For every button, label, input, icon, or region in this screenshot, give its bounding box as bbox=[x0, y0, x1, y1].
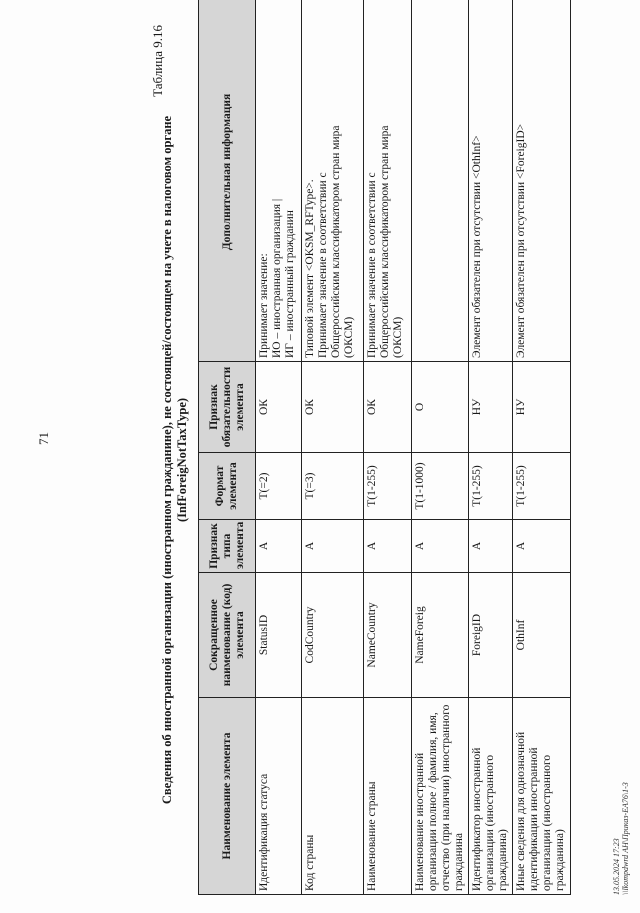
footer-timestamp: 13.05.2024 17:23 bbox=[612, 838, 621, 895]
header-cell: Признак типа элемента bbox=[199, 520, 256, 573]
info-line: Общероссийским классификатором стран мира bbox=[379, 125, 391, 358]
table-row bbox=[302, 0, 364, 895]
element-required-cell: НУ bbox=[469, 362, 513, 453]
print-footer bbox=[612, 782, 630, 895]
element-name-cell: Идентификатор иностранной организации (иностранного гражданина) bbox=[469, 698, 513, 895]
additional-info-cell bbox=[469, 0, 513, 362]
element-code-cell: NameCountry bbox=[364, 573, 412, 698]
element-type-cell: А bbox=[364, 520, 412, 573]
info-line: Принимает значение в соответствии с bbox=[317, 172, 329, 358]
info-line: Типовой элемент <OKSM_RFType>. bbox=[304, 179, 316, 358]
rotated-content bbox=[150, 25, 630, 895]
additional-info-cell bbox=[302, 0, 364, 362]
header-cell: Сокращенное наименование (код) элемента bbox=[199, 573, 256, 698]
element-code-cell: CodCountry bbox=[302, 573, 364, 698]
element-name-cell: Идентификация статуса bbox=[256, 698, 302, 895]
element-required-cell: ОК bbox=[364, 362, 412, 453]
element-type-cell: А bbox=[302, 520, 364, 573]
table-row bbox=[256, 0, 302, 895]
element-format-cell: T(1-255) bbox=[364, 453, 412, 520]
header-cell: Формат элемента bbox=[199, 453, 256, 520]
header-cell: Дополнительная информация bbox=[199, 0, 256, 362]
caption-line-1: Сведения об иностранной организации (иностранном гражданине), не состоящей/состоящем на учете в налоговом органе bbox=[160, 115, 174, 805]
element-format-cell: T(1-1000) bbox=[412, 453, 469, 520]
info-line: ИО – иностранная организация | bbox=[271, 198, 283, 358]
additional-info-cell bbox=[412, 0, 469, 362]
table-header-row bbox=[199, 0, 256, 895]
element-name-cell: Код страны bbox=[302, 698, 364, 895]
element-code-cell: NameForeig bbox=[412, 573, 469, 698]
info-line: (ОКСМ) bbox=[392, 316, 404, 358]
element-required-cell: ОК bbox=[302, 362, 364, 453]
additional-info-cell bbox=[364, 0, 412, 362]
additional-info-cell bbox=[256, 0, 302, 362]
table-row bbox=[513, 0, 571, 895]
info-line: ИГ – иностранный гражданин bbox=[284, 210, 296, 358]
element-code-cell: ForeigID bbox=[469, 573, 513, 698]
element-format-cell: T(1-255) bbox=[469, 453, 513, 520]
element-required-cell: О bbox=[412, 362, 469, 453]
header-cell: Признак обязательности элемента bbox=[199, 362, 256, 453]
element-format-cell: T(=3) bbox=[302, 453, 364, 520]
element-format-cell: T(1-255) bbox=[513, 453, 571, 520]
element-code-cell: OthInf bbox=[513, 573, 571, 698]
info-line: (ОКСМ) bbox=[343, 316, 355, 358]
element-type-cell: А bbox=[256, 520, 302, 573]
element-code-cell: StatusID bbox=[256, 573, 302, 698]
table-row bbox=[412, 0, 469, 895]
info-line: Общероссийским классификатором стран мира bbox=[330, 125, 342, 358]
elements-table bbox=[198, 0, 571, 895]
element-name-cell: Наименование иностранной организации полное / фамилия, имя, отчество (при наличии) иностранного гражданина bbox=[412, 698, 469, 895]
additional-info-cell bbox=[513, 0, 571, 362]
table-caption bbox=[160, 25, 190, 895]
info-line: Принимает значение в соответствии с bbox=[366, 172, 378, 358]
table-number: Таблица 9.16 bbox=[150, 25, 165, 97]
element-format-cell: T(=2) bbox=[256, 453, 302, 520]
element-type-cell: А bbox=[513, 520, 571, 573]
info-line: Принимает значение: bbox=[258, 253, 270, 358]
page-number: 71 bbox=[36, 432, 51, 445]
element-required-cell: НУ bbox=[513, 362, 571, 453]
element-type-cell: А bbox=[469, 520, 513, 573]
element-required-cell: ОК bbox=[256, 362, 302, 453]
table-row bbox=[469, 0, 513, 895]
table-row bbox=[364, 0, 412, 895]
header-cell: Наименование элемента bbox=[199, 698, 256, 895]
caption-line-2: (InfForeigNotTaxType) bbox=[175, 397, 189, 523]
footer-path: \\lkompdwrd АН\Приказ-ЕА76\1-3 bbox=[621, 782, 630, 895]
element-type-cell: А bbox=[412, 520, 469, 573]
element-name-cell: Иные сведения для однозначной идентификации иностранной организации (иностранного гражданина) bbox=[513, 698, 571, 895]
info-line: Элемент обязателен при отсутствии <OthInf> bbox=[471, 135, 483, 358]
element-name-cell: Наименование страны bbox=[364, 698, 412, 895]
info-line: Элемент обязателен при отсутствии <ForeigID> bbox=[515, 123, 527, 358]
